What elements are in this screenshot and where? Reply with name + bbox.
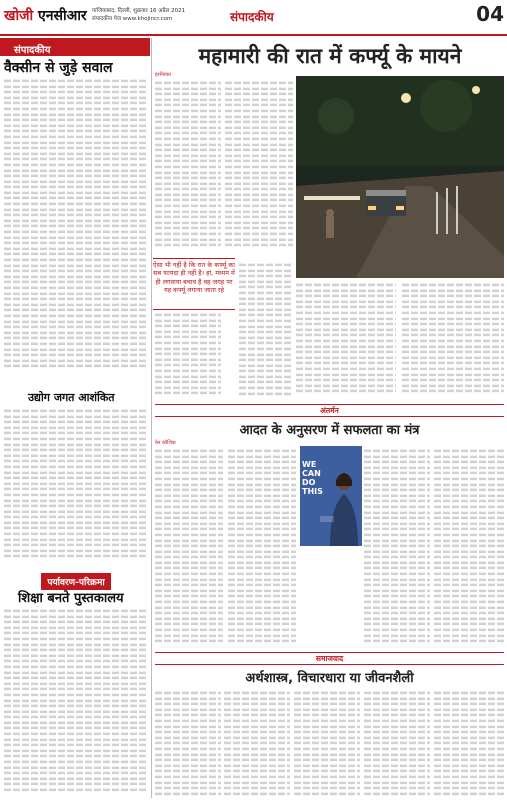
sidebar-article3-title: शिक्षा बनते पुस्तकालय (18, 591, 124, 606)
sidebar-article-body (4, 78, 148, 378)
main-col3 (296, 282, 396, 402)
feature-photo (300, 446, 362, 546)
pull-quote: ऐसा भी नहीं है कि रात के कर्फ्यू का सब फायदा ही नहीं है। हां, मध्यम में ही लगवाया बचाव है वह जगह पर यह कर्फ्यू लगाया जाता रहे (153, 258, 235, 310)
dateline-text: गाजियाबाद, दिल्ली, शुक्रवार 16 अप्रैल 2021 (92, 8, 186, 14)
bottom-col2 (224, 690, 290, 798)
main-col4 (402, 282, 504, 402)
sidebar-article-title: वैक्सीन से जुड़े सवाल (4, 60, 113, 76)
bottom-col5 (434, 690, 504, 798)
sidebar-tag (0, 38, 150, 56)
feature-col3 (364, 448, 430, 648)
feature-headline: आदत के अनुसरण में सफलता का मंत्र (239, 423, 420, 438)
sidebar-tag2-wrap (4, 570, 148, 590)
logo-part-a: खोजी (4, 8, 34, 24)
main-byline: हरनिरंका (155, 72, 171, 78)
section-title: संपादकीय (230, 10, 274, 24)
feature-col1 (155, 448, 223, 648)
feature-byline: रेल कौशिक (155, 440, 176, 446)
dateline (92, 7, 232, 23)
bottom-col1 (155, 690, 221, 798)
newspaper-logo (4, 5, 88, 27)
sidebar-tag-label: संपादकीय (14, 45, 51, 56)
main-col1-top (155, 80, 221, 256)
main-col2-top (225, 80, 293, 256)
dateline-web: संपादकीय पेज www.khojincr.com (92, 16, 173, 22)
bottom-col3 (294, 690, 360, 798)
section-band-antarman: अंतर्मन (155, 404, 504, 417)
sidebar-tag2: पर्यावरण-परिक्रमा (41, 573, 110, 590)
feature-col4 (434, 448, 504, 648)
main-col1-bottom (155, 312, 221, 402)
photo-illustration (296, 76, 504, 278)
sidebar-article2-title: उद्योग जगत आशंकित (28, 391, 115, 404)
photo-caption-text: WE CAN DO THIS (302, 460, 323, 496)
section-band-samajwad: समाजवाद (155, 652, 504, 665)
logo-part-b: एनसीआर (33, 8, 87, 24)
sidebar-article2-body (4, 408, 148, 564)
feature-col2 (228, 448, 296, 648)
main-headline: महामारी की रात में कर्फ्यू के मायने (198, 44, 462, 68)
bottom-headline: अर्थशास्त्र, विचारधारा या जीवनशैली (245, 671, 414, 686)
bottom-col4 (364, 690, 430, 798)
sidebar-article3-body (4, 608, 148, 796)
column-rule (151, 38, 152, 798)
main-col2-bottom (239, 262, 293, 402)
curfew-night-photo (296, 76, 504, 278)
page-number: 04 (468, 2, 504, 30)
